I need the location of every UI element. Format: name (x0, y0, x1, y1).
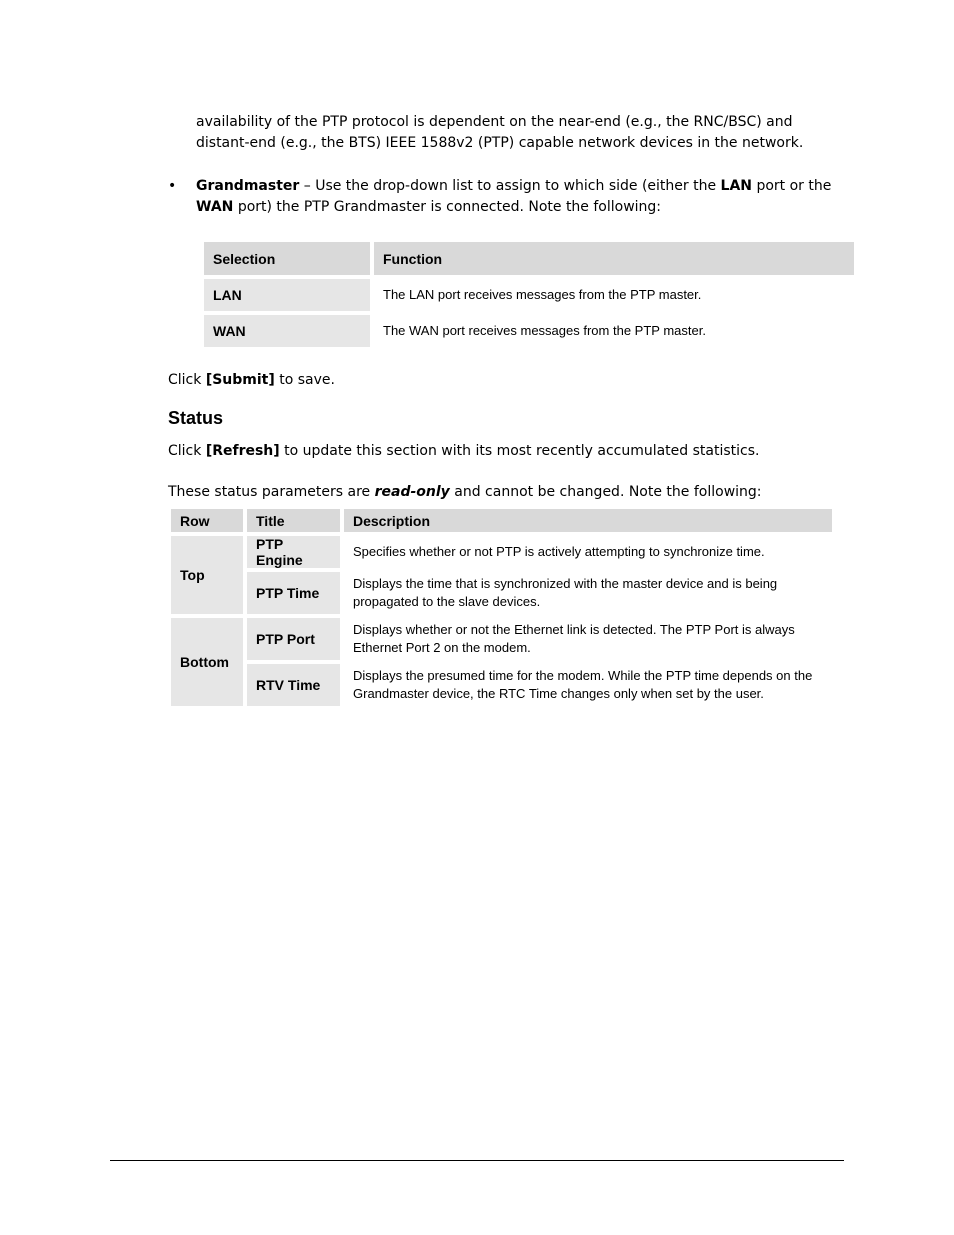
grandmaster-term: Grandmaster (196, 178, 300, 194)
selection-cell: WAN (204, 315, 370, 347)
title-cell: PTP Engine (247, 536, 340, 568)
submit-note (168, 370, 335, 391)
title-cell: PTP Port (247, 618, 340, 660)
selection-cell: LAN (204, 279, 370, 311)
title-cell: RTV Time (247, 664, 340, 706)
table-row (171, 536, 832, 568)
description-cell: Displays whether or not the Ethernet link is detected. The PTP Port is always Ethernet Port 2 on the modem. (344, 618, 832, 660)
function-cell: The WAN port receives messages from the PTP master. (374, 315, 854, 347)
table-header-row (171, 509, 832, 532)
table-row (204, 279, 854, 311)
grandmaster-line-1 (196, 176, 831, 197)
footer-divider (110, 1160, 844, 1161)
submit-note-pre: Click (168, 372, 206, 388)
title-cell: PTP Time (247, 572, 340, 614)
status-table (167, 505, 836, 710)
submit-term: [Submit] (205, 372, 275, 388)
function-cell: The LAN port receives messages from the PTP master. (374, 279, 854, 311)
table-row (171, 664, 832, 706)
readonly-term: read-only (374, 484, 450, 500)
readonly-note-post: and cannot be changed. Note the following: (449, 484, 762, 500)
row-group-bottom: Bottom (171, 618, 243, 706)
readonly-note (168, 482, 762, 503)
grandmaster-text-a: – Use the drop-down list to assign to which side (either the (299, 178, 721, 194)
description-cell: Displays the presumed time for the modem. While the PTP time depends on the Grandmaster device, the RTC Time changes only when set by the user. (344, 664, 832, 706)
table-header-row (204, 242, 854, 275)
refresh-term: [Refresh] (205, 443, 280, 459)
header-title: Title (247, 509, 340, 532)
status-heading: Status (168, 408, 224, 428)
table-row (171, 618, 832, 660)
header-row: Row (171, 509, 243, 532)
description-cell: Displays the time that is synchronized with the master device and is being propagated to the slave devices. (344, 572, 832, 614)
table-row (171, 572, 832, 614)
row-group-top: Top (171, 536, 243, 614)
description-cell: Specifies whether or not PTP is actively attempting to synchronize time. (344, 536, 832, 568)
table-row (204, 315, 854, 347)
refresh-note-post: to update this section with its most recently accumulated statistics. (279, 443, 760, 459)
grandmaster-line-2 (196, 197, 661, 218)
header-description: Description (344, 509, 832, 532)
bullet-icon: • (168, 178, 177, 194)
refresh-note-pre: Click (168, 443, 206, 459)
header-selection: Selection (204, 242, 370, 275)
readonly-note-pre: These status parameters are (168, 484, 375, 500)
grandmaster-table (200, 238, 858, 351)
intro-line-2: distant-end (e.g., the BTS) IEEE 1588v2 (PTP) capable network devices in the network. (196, 135, 804, 151)
header-function: Function (374, 242, 854, 275)
submit-note-post: to save. (274, 372, 335, 388)
lan-term: LAN (720, 178, 753, 194)
intro-line-1: availability of the PTP protocol is dependent on the near-end (e.g., the RNC/BSC) and (196, 114, 793, 130)
grandmaster-text-c: port) the PTP Grandmaster is connected. Note the following: (233, 199, 662, 215)
wan-term: WAN (196, 199, 234, 215)
refresh-note (168, 441, 759, 462)
grandmaster-text-b: port or the (752, 178, 832, 194)
